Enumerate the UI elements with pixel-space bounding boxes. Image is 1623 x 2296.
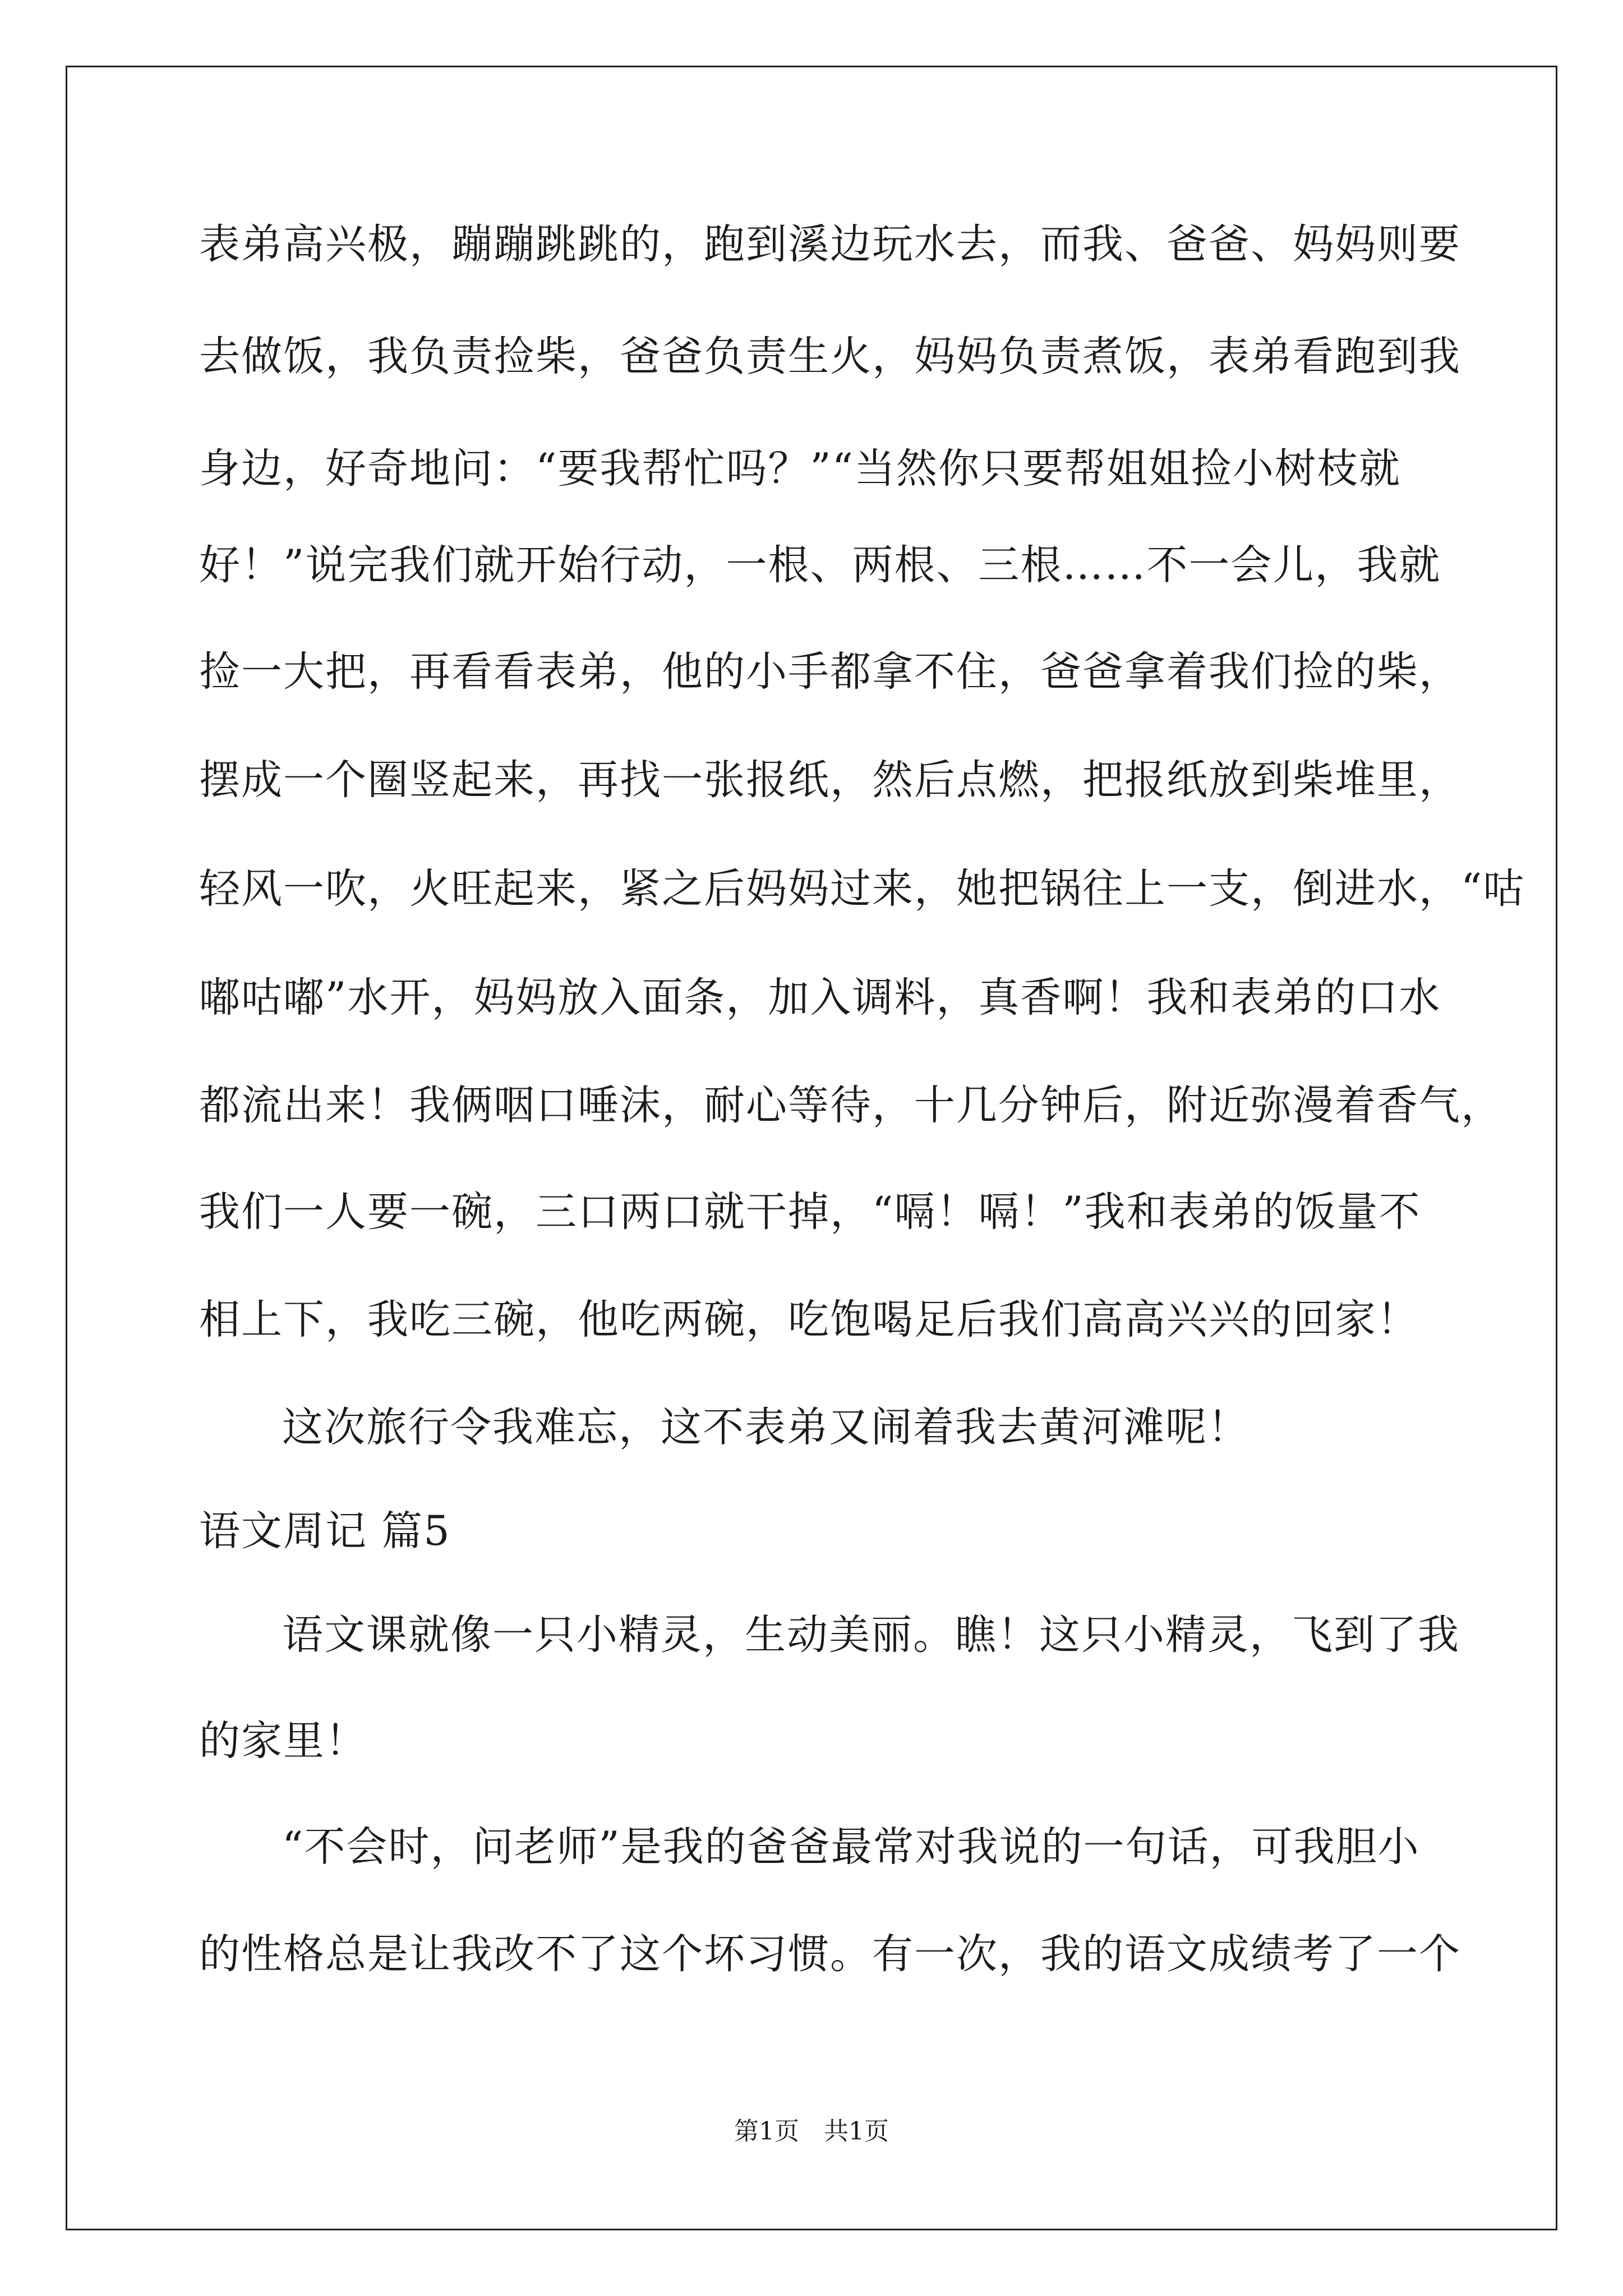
body-line: 捡一大把，再看看表弟，他的小手都拿不住，爸爸拿着我们捡的柴， bbox=[199, 648, 1461, 696]
body-line: 嘟咕嘟”水开，妈妈放入面条，加入调料，真香啊！我和表弟的口水 bbox=[199, 974, 1441, 1022]
body-line: 我们一人要一碗，三口两口就干掉，“嗝！嗝！”我和表弟的饭量不 bbox=[199, 1188, 1421, 1236]
body-line: 身边，好奇地问：“要我帮忙吗？”“当然你只要帮姐姐捡小树枝就 bbox=[199, 445, 1401, 493]
body-line: 相上下，我吃三碗，他吃两碗，吃饱喝足后我们高高兴兴的回家！ bbox=[199, 1296, 1419, 1343]
body-line: 去做饭，我负责捡柴，爸爸负责生火，妈妈负责煮饭，表弟看跑到我 bbox=[199, 333, 1461, 380]
body-line: 的性格总是让我改不了这个坏习惯。有一次，我的语文成绩考了一个 bbox=[199, 1930, 1461, 1978]
section-heading: 语文周记 篇5 bbox=[199, 1507, 451, 1555]
body-line: 语文课就像一只小精灵，生动美丽。瞧！这只小精灵，飞到了我 bbox=[282, 1611, 1460, 1659]
body-line: 摆成一个圈竖起来，再找一张报纸，然后点燃，把报纸放到柴堆里， bbox=[199, 756, 1461, 804]
body-line: 这次旅行令我难忘，这不表弟又闹着我去黄河滩呢！ bbox=[282, 1404, 1249, 1451]
body-line: 表弟高兴极，蹦蹦跳跳的，跑到溪边玩水去，而我、爸爸、妈妈则要 bbox=[199, 220, 1461, 268]
page-border bbox=[66, 66, 1557, 2230]
body-line: 的家里！ bbox=[199, 1717, 367, 1765]
body-line: 轻风一吹，火旺起来，紧之后妈妈过来，她把锅往上一支，倒进水，“咕 bbox=[199, 865, 1525, 913]
body-line: 好！”说完我们就开始行动，一根、两根、三根……不一会儿，我就 bbox=[199, 541, 1441, 589]
body-line: 都流出来！我俩咽口唾沫，耐心等待，十几分钟后，附近弥漫着香气， bbox=[199, 1082, 1503, 1129]
page-number: 第1页 共1页 bbox=[734, 2117, 889, 2146]
body-line: “不会时，问老师”是我的爸爸最常对我说的一句话，可我胆小 bbox=[282, 1823, 1420, 1871]
